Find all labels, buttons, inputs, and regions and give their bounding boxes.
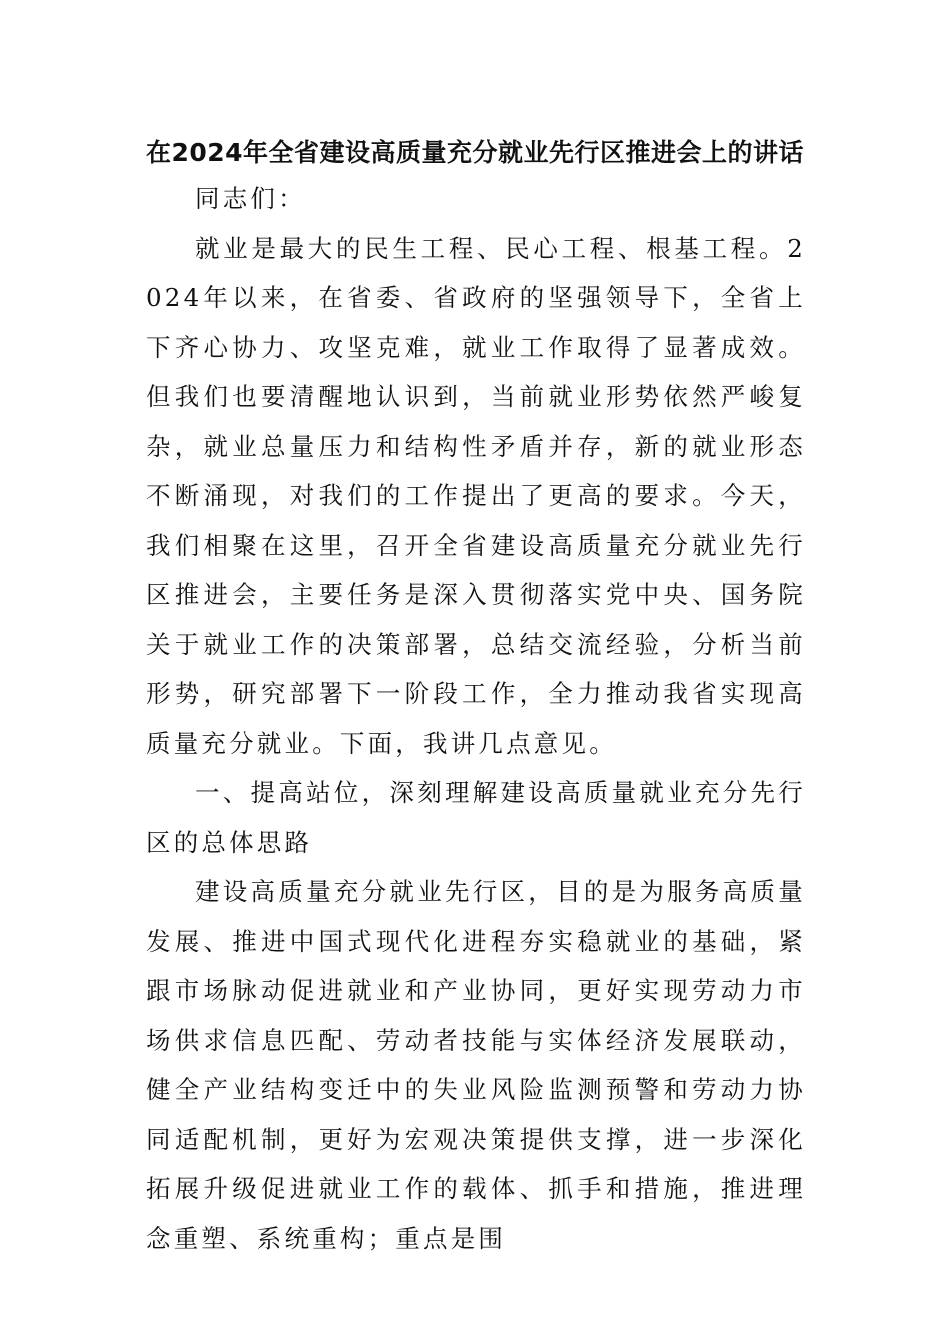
paragraph: 就业是最大的民生工程、民心工程、根基工程。2024年以来，在省委、省政府的坚强领导下，全省上下齐心协力、攻坚克难，就业工作取得了显著成效。但我们也要清醒地认识到，当前就业形势依然严峻复杂，就业总量压力和结构性矛盾并存，新的就业形态不断涌现，对我们的工作提出了更高的要求。今天，我们相聚在这里，召开全省建设高质量充分就业先行区推进会，主要任务是深入贯彻落实党中央、国务院关于就业工作的决策部署，总结交流经验，分析当前形势，研究部署下一阶段工作，全力推动我省实现高质量充分就业。下面，我讲几点意见。 [146, 233, 806, 758]
paragraph: 建设高质量充分就业先行区，目的是为服务高质量发展、推进中国式现代化进程夯实稳就业的基础，紧跟市场脉动促进就业和产业协同，更好实现劳动力市场供求信息匹配、劳动者技能与实体经济发展联动，健全产业结构变迁中的失业风险监测预警和劳动力协同适配机制，更好为宏观决策提供支撑，进一步深化拓展升级促进就业工作的载体、抓手和措施，推进理念重塑、系统重构；重点是围 [146, 877, 806, 1253]
document-body [146, 174, 806, 1263]
salutation: 同志们： [195, 184, 306, 213]
document-title: 在2024年全省建设高质量充分就业先行区推进会上的讲话 [145, 138, 805, 167]
section-heading: 一、提高站位，深刻理解建设高质量就业充分先行区的总体思路 [146, 778, 806, 857]
